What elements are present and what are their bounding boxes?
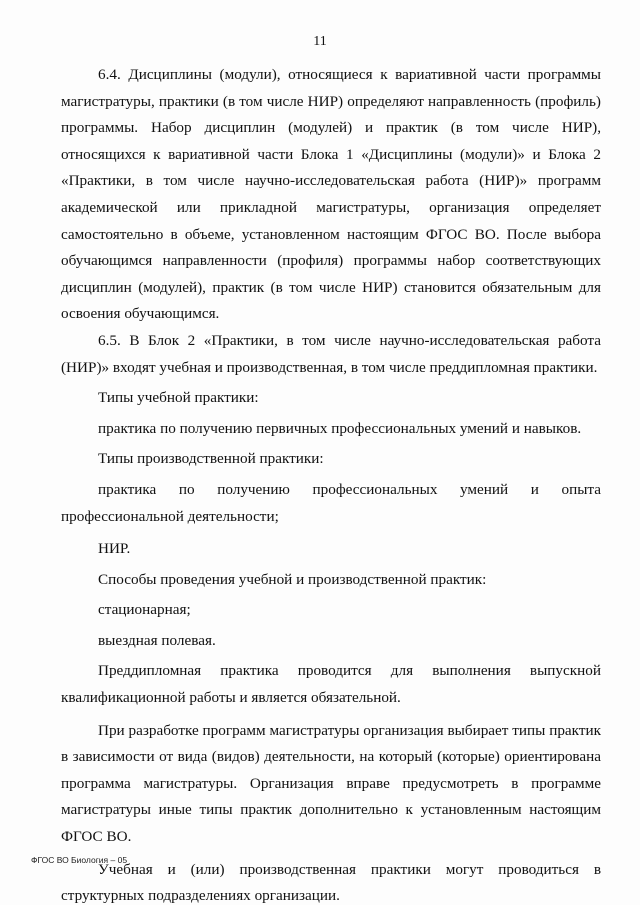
paragraph-6-4: 6.4. Дисциплины (модули), относящиеся к вариативной части программы магистратуры, практики (в том числе НИР) определяют направленность (профиль) программы. Набор дисциплин (модулей) и практик (в том числе НИР), относящихся к вариативной части Блока 1 «Дисциплины (модули)» и Блока 2 «Практики, в том числе научно-исследовательская работа (НИР)» программ академической или прикладной магистратуры, организация определяет самостоятельно в объеме, установленном настоящим ФГОС ВО. После выбора обучающимся направленности (профиля) программы набор соответствующих дисциплин (модулей), практик (в том числе НИР) становится обязательным для освоения обучающимся. <box>61 66 601 323</box>
production-practice-types-heading: Типы производственной практики: <box>98 450 324 468</box>
practice-methods-heading: Способы проведения учебной и производственной практик: <box>98 570 487 588</box>
pre-diploma-practice-paragraph: Преддипломная практика проводится для выполнения выпускной квалификационной работы и является обязательной. <box>61 662 601 707</box>
educational-practice-types-heading: Типы учебной практики: <box>98 389 259 407</box>
document-body <box>61 62 601 910</box>
nir-item: НИР. <box>98 540 131 558</box>
practice-method-field: выездная полевая. <box>98 631 216 649</box>
page-number: 11 <box>313 34 327 49</box>
production-practice-type-item: практика по получению профессиональных умений и опыта профессиональной деятельности; <box>61 480 601 525</box>
practice-method-stationary: стационарная; <box>98 601 191 619</box>
paragraph-6-5: 6.5. В Блок 2 «Практики, в том числе научно-исследовательская работа (НИР)» входят учебная и производственная, в том числе преддипломная практики. <box>61 331 601 376</box>
practice-types-selection-paragraph: При разработке программ магистратуры организация выбирает типы практик в зависимости от вида (видов) деятельности, на который (которые) ориентирована программа магистратуры. Организация вправе предусмотреть в программе магистратуры иные типы практик дополнительно к установленным настоящим ФГОС ВО. <box>61 721 601 846</box>
educational-practice-type-item: практика по получению первичных профессиональных умений и навыков. <box>98 419 582 437</box>
document-footer: ФГОС ВО Биология – 05 <box>31 855 128 865</box>
practice-location-paragraph: Учебная и (или) производственная практики могут проводиться в структурных подразделениях организации. <box>61 860 601 905</box>
